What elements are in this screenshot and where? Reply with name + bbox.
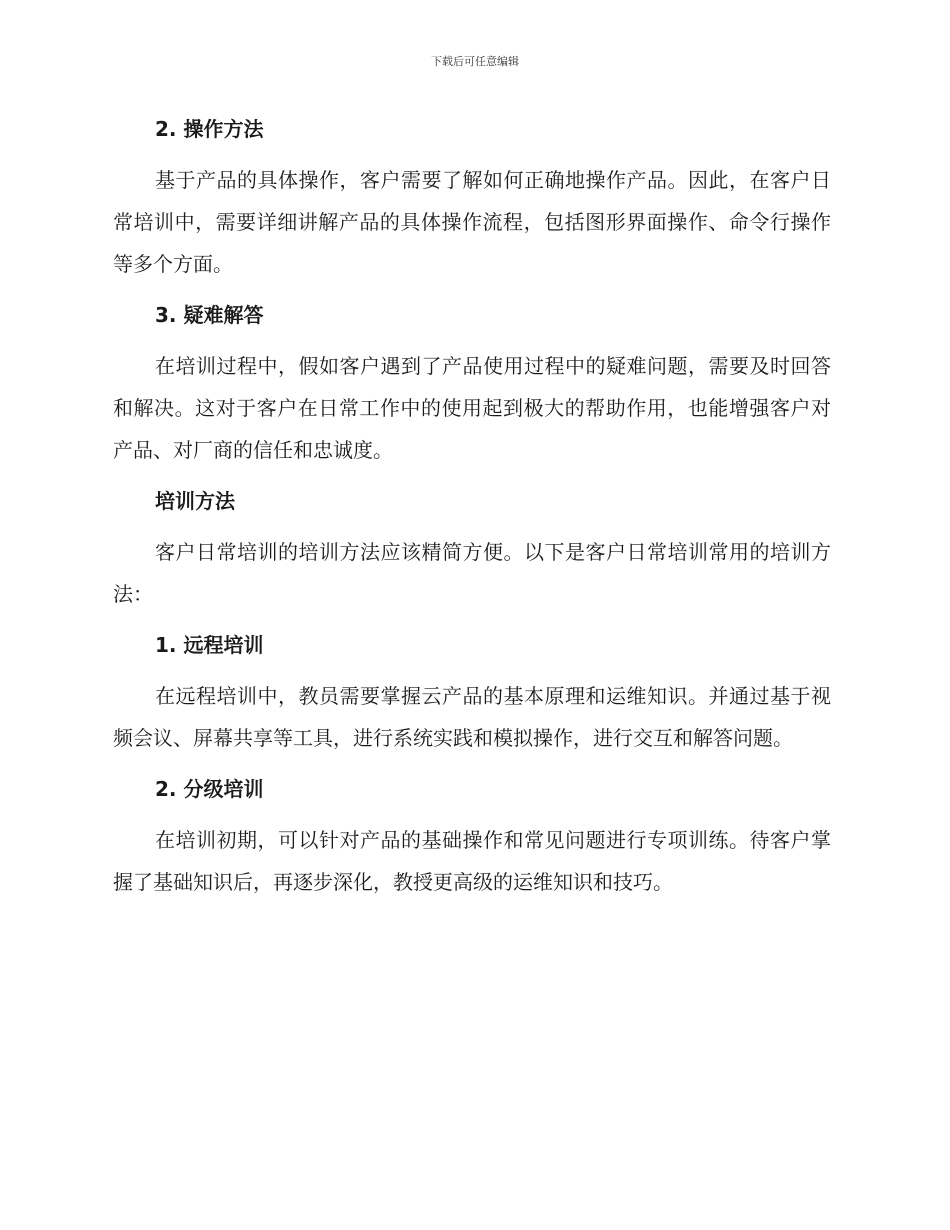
section-heading-troubleshooting: 3. 疑难解答 bbox=[155, 303, 264, 327]
paragraph-training-methods: 客户日常培训的培训方法应该精简方便。以下是客户日常培训常用的培训方法： bbox=[113, 540, 831, 606]
section-heading-training-methods: 培训方法 bbox=[155, 489, 235, 513]
paragraph-operation-method: 基于产品的具体操作，客户需要了解如何正确地操作产品。因此，在客户日常培训中，需要详细讲解产品的具体操作流程，包括图形界面操作、命令行操作等多个方面。 bbox=[113, 168, 831, 276]
page-header: 下载后可任意编辑 bbox=[431, 55, 519, 68]
document-body bbox=[113, 109, 831, 903]
paragraph-remote-training: 在远程培训中，教员需要掌握云产品的基本原理和运维知识。并通过基于视频会议、屏幕共享等工具，进行系统实践和模拟操作，进行交互和解答问题。 bbox=[113, 684, 831, 750]
paragraph-tiered-training: 在培训初期，可以针对产品的基础操作和常见问题进行专项训练。待客户掌握了基础知识后，再逐步深化，教授更高级的运维知识和技巧。 bbox=[113, 828, 831, 894]
section-heading-operation-method: 2. 操作方法 bbox=[155, 117, 264, 141]
section-heading-tiered-training: 2. 分级培训 bbox=[155, 777, 264, 801]
paragraph-troubleshooting: 在培训过程中，假如客户遇到了产品使用过程中的疑难问题，需要及时回答和解决。这对于客户在日常工作中的使用起到极大的帮助作用，也能增强客户对产品、对厂商的信任和忠诚度。 bbox=[113, 354, 831, 462]
section-heading-remote-training: 1. 远程培训 bbox=[155, 633, 264, 657]
